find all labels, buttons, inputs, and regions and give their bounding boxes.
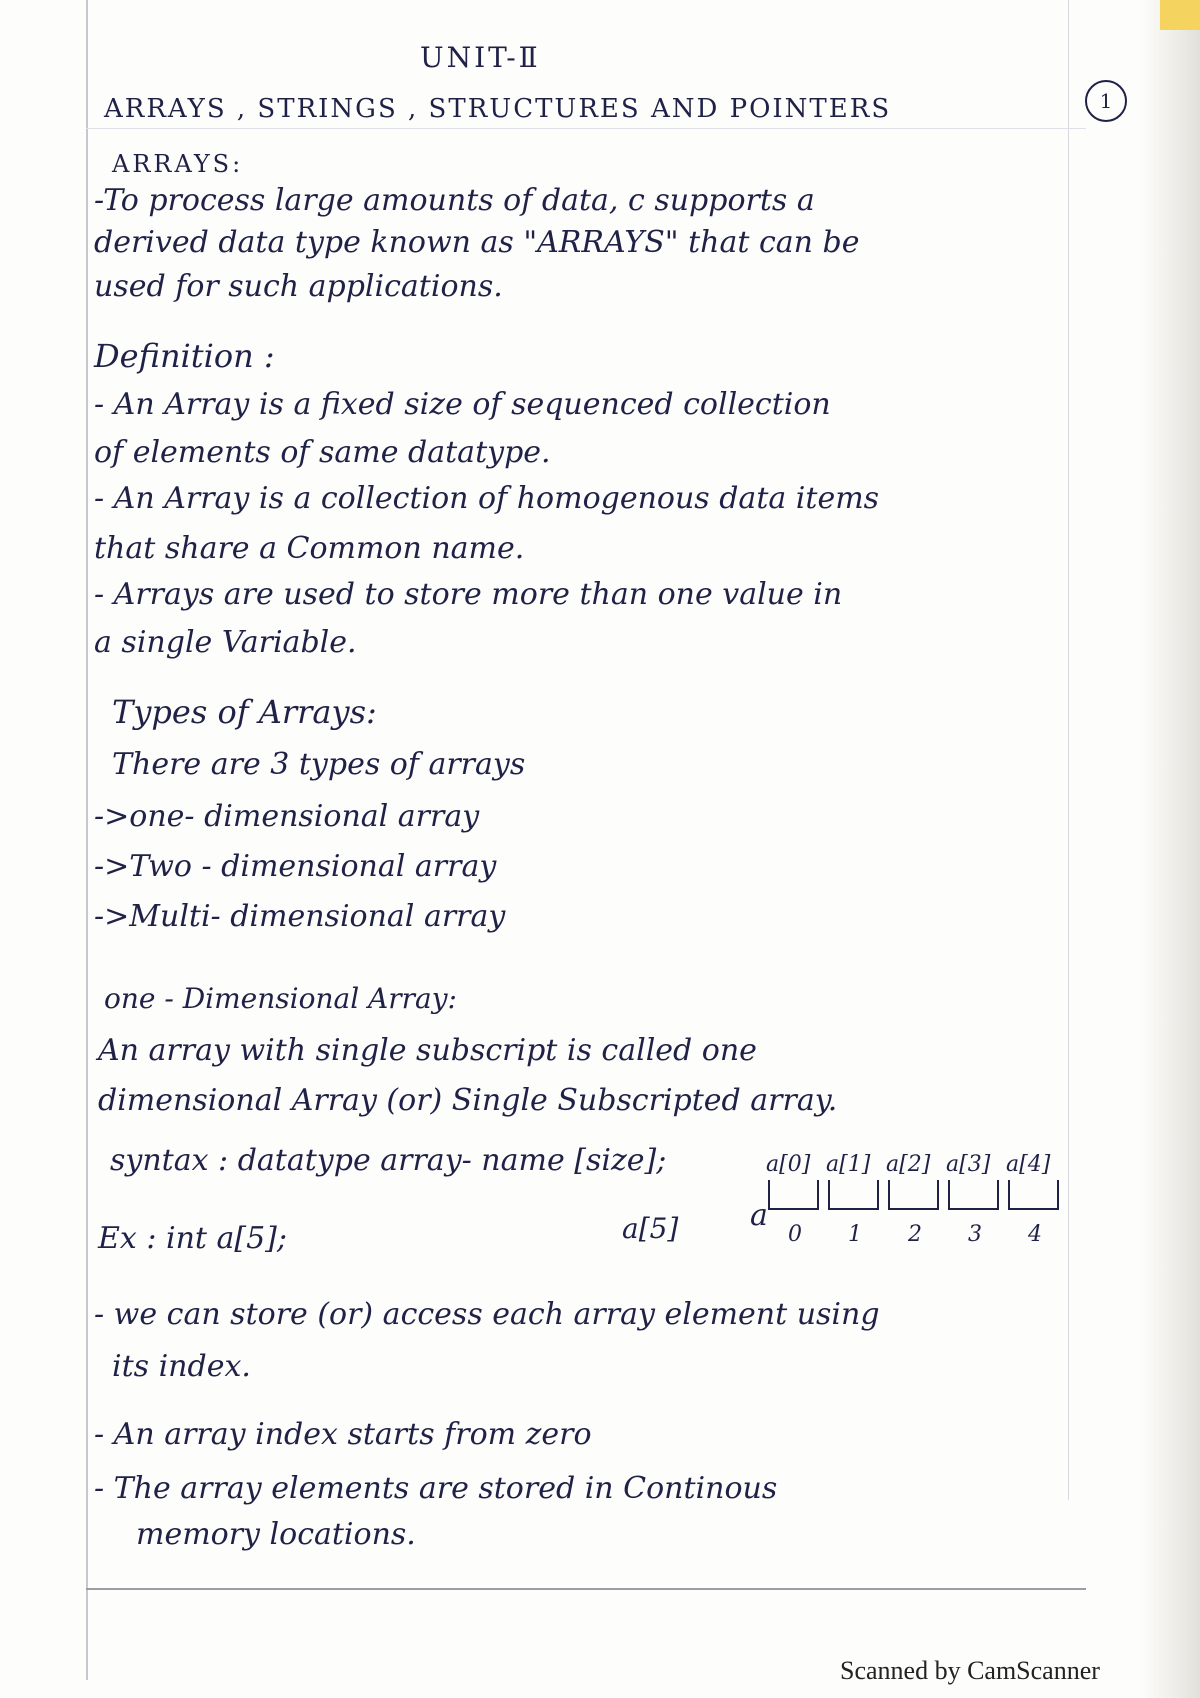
intro-line-1: -To process large amounts of data, c supports a bbox=[94, 183, 815, 218]
type-item-3: ->Multi- dimensional array bbox=[94, 899, 506, 934]
top-rule bbox=[86, 128, 1086, 129]
definition-line-5: - Arrays are used to store more than one value in bbox=[94, 577, 843, 612]
index-label-3: 3 bbox=[968, 1222, 982, 1247]
one-d-heading: one - Dimensional Array: bbox=[104, 982, 457, 1015]
note-line-3: - An array index starts from zero bbox=[94, 1417, 592, 1452]
types-heading: Types of Arrays: bbox=[112, 693, 377, 731]
element-label-4: a[4] bbox=[1006, 1152, 1051, 1177]
index-label-0: 0 bbox=[788, 1222, 802, 1247]
unit-heading: UNIT-Ⅱ bbox=[420, 41, 541, 74]
diagram-array-name: a bbox=[750, 1198, 768, 1233]
example-line: Ex : int a[5]; bbox=[98, 1221, 287, 1256]
margin-line bbox=[86, 0, 88, 1680]
definition-line-6: a single Variable. bbox=[94, 625, 357, 660]
definition-heading: Definition : bbox=[94, 337, 275, 375]
array-cell bbox=[1008, 1180, 1059, 1210]
index-label-2: 2 bbox=[908, 1222, 922, 1247]
element-label-3: a[3] bbox=[946, 1152, 991, 1177]
array-cell bbox=[888, 1180, 939, 1210]
page-title: ARRAYS , STRINGS , STRUCTURES AND POINTERS bbox=[104, 94, 892, 124]
note-line-2: its index. bbox=[112, 1349, 251, 1384]
syntax-line: syntax : datatype array- name [size]; bbox=[110, 1143, 667, 1178]
type-item-1: ->one- dimensional array bbox=[94, 799, 480, 834]
definition-line-4: that share a Common name. bbox=[94, 531, 525, 566]
scanner-watermark: Scanned by CamScanner bbox=[840, 1656, 1100, 1685]
definition-line-3: - An Array is a collection of homogenous data items bbox=[94, 481, 880, 516]
element-label-1: a[1] bbox=[826, 1152, 871, 1177]
array-cell bbox=[828, 1180, 879, 1210]
intro-line-3: used for such applications. bbox=[94, 269, 503, 304]
page-edge-shadow bbox=[1140, 0, 1200, 1698]
index-label-4: 4 bbox=[1028, 1222, 1042, 1247]
array-diagram bbox=[622, 1150, 1080, 1260]
bottom-rule bbox=[86, 1588, 1086, 1590]
arrays-heading: ARRAYS: bbox=[112, 150, 244, 178]
types-intro: There are 3 types of arrays bbox=[112, 747, 526, 782]
definition-line-2: of elements of same datatype. bbox=[94, 435, 551, 470]
element-label-0: a[0] bbox=[766, 1152, 811, 1177]
corner-tab bbox=[1160, 0, 1200, 30]
note-line-1: - we can store (or) access each array element using bbox=[94, 1297, 880, 1332]
element-label-2: a[2] bbox=[886, 1152, 931, 1177]
index-label-1: 1 bbox=[848, 1222, 862, 1247]
note-line-5: memory locations. bbox=[136, 1517, 416, 1552]
definition-line-1: - An Array is a fixed size of sequenced collection bbox=[94, 387, 831, 422]
one-d-line-2: dimensional Array (or) Single Subscripted array. bbox=[98, 1083, 838, 1118]
page-number: 1 bbox=[1085, 80, 1127, 122]
note-line-4: - The array elements are stored in Continous bbox=[94, 1471, 778, 1506]
array-cell bbox=[768, 1180, 819, 1210]
diagram-left-label: a[5] bbox=[622, 1212, 679, 1245]
intro-line-2: derived data type known as "ARRAYS" that can be bbox=[94, 225, 860, 260]
type-item-2: ->Two - dimensional array bbox=[94, 849, 497, 884]
one-d-line-1: An array with single subscript is called one bbox=[98, 1033, 757, 1068]
right-margin-line bbox=[1068, 0, 1069, 1500]
array-cell bbox=[948, 1180, 999, 1210]
